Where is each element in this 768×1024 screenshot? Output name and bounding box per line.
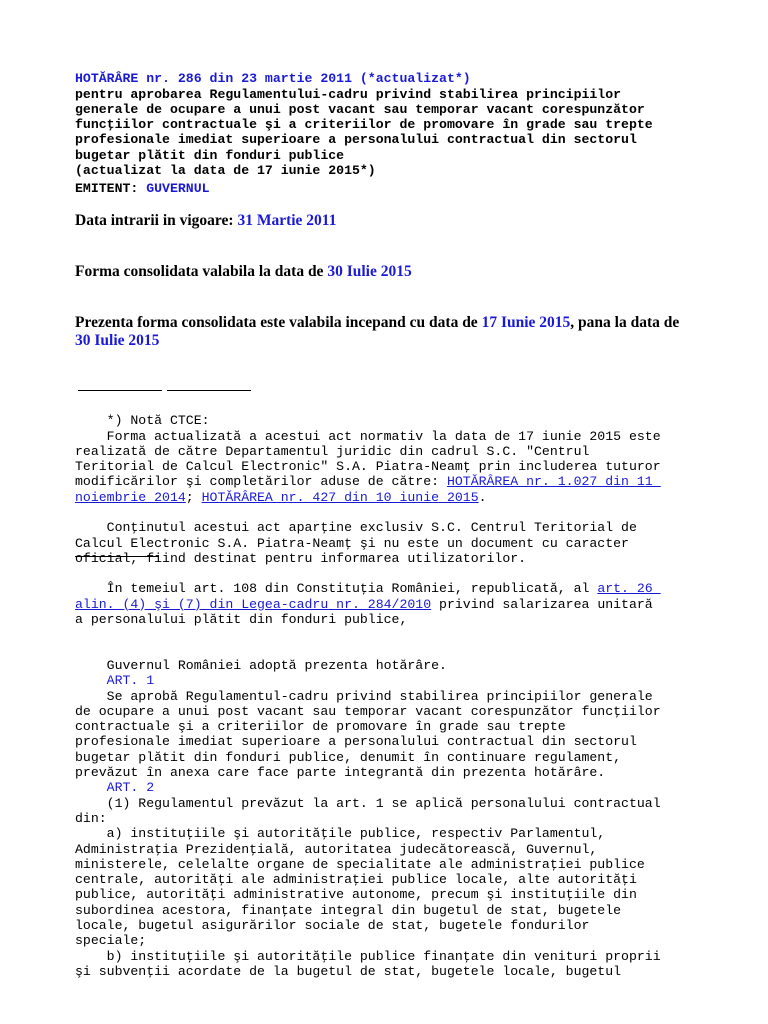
note-title: *) Notă CTCE: xyxy=(75,413,210,429)
government-adopts: Guvernul României adoptă prezenta hotărâre. xyxy=(75,657,447,673)
art-2-line: Administraţia Prezidenţială, autoritatea judecătorească, Guvernul, xyxy=(75,841,598,857)
title-line: generale de ocupare a unui post vacant sau temporar vacant corespunzător xyxy=(75,101,645,117)
note-line: Teritorial de Calcul Electronic" S.A. Piatra-Neamţ prin includerea tuturor xyxy=(75,459,661,475)
emitent-value: GUVERNUL xyxy=(146,181,210,196)
art-2-line: (1) Regulamentul prevăzut la art. 1 se aplică personalului contractual xyxy=(75,795,661,811)
entry-date xyxy=(75,212,336,230)
title-line: (actualizat la data de 17 iunie 2015*) xyxy=(75,163,376,179)
separator-rule xyxy=(75,556,159,557)
separator-rule xyxy=(167,390,251,391)
title-line: bugetar plătit din fonduri publice xyxy=(75,147,345,163)
title-head: HOTĂRÂRE nr. 286 din 23 martie 2011 (*actualizat*) xyxy=(75,71,471,87)
note-end: . xyxy=(478,489,487,505)
emitent-label: EMITENT: xyxy=(75,181,139,196)
art-1-line: prevăzut în anexa care face parte integrantă din prezenta hotărâre. xyxy=(75,765,606,781)
link-art-26[interactable]: art. 26 xyxy=(597,581,661,597)
separator-rule xyxy=(78,390,162,391)
validity-to-date: 30 Iulie 2015 xyxy=(75,332,160,349)
note-line: Forma actualizată a acestui act normativ la data de 17 iunie 2015 este xyxy=(75,428,661,444)
art-2-line: subordinea acestora, finanţate integral din bugetul de stat, bugetele xyxy=(75,902,622,918)
note-line: realizată de către Departamentul juridic din cadrul S.C. "Centrul xyxy=(75,443,590,459)
note-line: modificărilor şi completărilor aduse de către: xyxy=(75,474,447,490)
art-2-line: şi subvenţii acordate de la bugetul de stat, bugetele locale, bugetul xyxy=(75,963,622,979)
preamble-last: a personalului plătit din fonduri publice, xyxy=(75,611,408,627)
art-2-line: din: xyxy=(75,810,107,826)
note-line: oficial, fiind destinat pentru informarea utilizatorilor. xyxy=(75,550,527,566)
art-2-line: speciale; xyxy=(75,933,147,949)
consolidated-date: 30 Iulie 2015 xyxy=(327,263,412,280)
link-hotararea-1027[interactable]: HOTĂRÂREA nr. 1.027 din 11 xyxy=(446,474,661,490)
validity-from-date: 17 Iunie 2015 xyxy=(481,314,571,331)
art-2-label: ART. 2 xyxy=(75,780,155,796)
note-line: Conţinutul acestui act aparţine exclusiv S.C. Centrul Teritorial de xyxy=(75,520,637,536)
art-2-line: locale, bugetul asigurărilor sociale de stat, bugetele fondurilor xyxy=(75,918,590,934)
art-2-line: centrale, autorităţi ale administraţiei publice locale, alte autorităţi xyxy=(75,872,637,888)
art-2-line: ministerele, celelalte organe de specialitate ale administraţiei publice xyxy=(75,856,645,872)
entry-date-value: 31 Martie 2011 xyxy=(237,212,337,229)
art-1-label: ART. 1 xyxy=(75,673,155,689)
consolidated-form xyxy=(75,263,412,281)
title-line: profesionale imediat superioare a personalului contractual din sectorul xyxy=(75,132,637,148)
note-sep: ; xyxy=(185,489,202,505)
art-1-line: contractuale şi a criteriilor de promovare în grade sau trepte xyxy=(75,719,566,735)
note-line: Calcul Electronic S.A. Piatra-Neamţ şi nu este un document cu caracter xyxy=(75,535,629,551)
title-line: funcţiilor contractuale şi a criteriilor de promovare în grade sau trepte xyxy=(75,117,653,133)
link-hotararea-1027-cont[interactable]: noiembrie 2014 xyxy=(75,489,186,505)
validity-prefix: Prezenta forma consolidata este valabila incepand cu data de xyxy=(75,314,478,331)
art-2-line: a) instituţiile şi autorităţile publice, respectiv Parlamentul, xyxy=(75,826,606,842)
validity-statement xyxy=(75,314,715,350)
link-hotararea-427[interactable]: HOTĂRÂREA nr. 427 din 10 iunie 2015 xyxy=(201,489,479,505)
emitent xyxy=(75,181,210,196)
validity-middle: , pana la data de xyxy=(570,314,680,331)
art-2-line: b) instituţiile şi autorităţile publice finanţate din venituri proprii xyxy=(75,948,661,964)
preamble-suffix: privind salarizarea unitară xyxy=(431,596,653,612)
art-2-line: publice, autorităţi administrative autonome, precum şi instituţiile din xyxy=(75,887,637,903)
art-1-line: de ocupare a unui post vacant sau temporar vacant corespunzător funcţiilor xyxy=(75,703,661,719)
link-legea-cadru-284[interactable]: alin. (4) şi (7) din Legea-cadru nr. 284/2010 xyxy=(75,596,432,612)
entry-date-label: Data intrarii in vigoare: xyxy=(75,212,234,229)
art-1-line: bugetar plătit din fonduri publice, denumit în continuare regulament, xyxy=(75,749,622,765)
art-1-line: profesionale imediat superioare a personalului contractual din sectorul xyxy=(75,734,637,750)
articles xyxy=(75,658,661,979)
preamble-prefix: În temeiul art. 108 din Constituţia României, republicată, al xyxy=(75,581,598,597)
ctce-note xyxy=(75,398,661,566)
title-line: pentru aprobarea Regulamentului-cadru privind stabilirea principiilor xyxy=(75,86,622,102)
art-1-line: Se aprobă Regulamentul-cadru privind stabilirea principiilor generale xyxy=(75,688,653,704)
document-title xyxy=(75,56,653,178)
consolidated-label: Forma consolidata valabila la data de xyxy=(75,263,324,280)
